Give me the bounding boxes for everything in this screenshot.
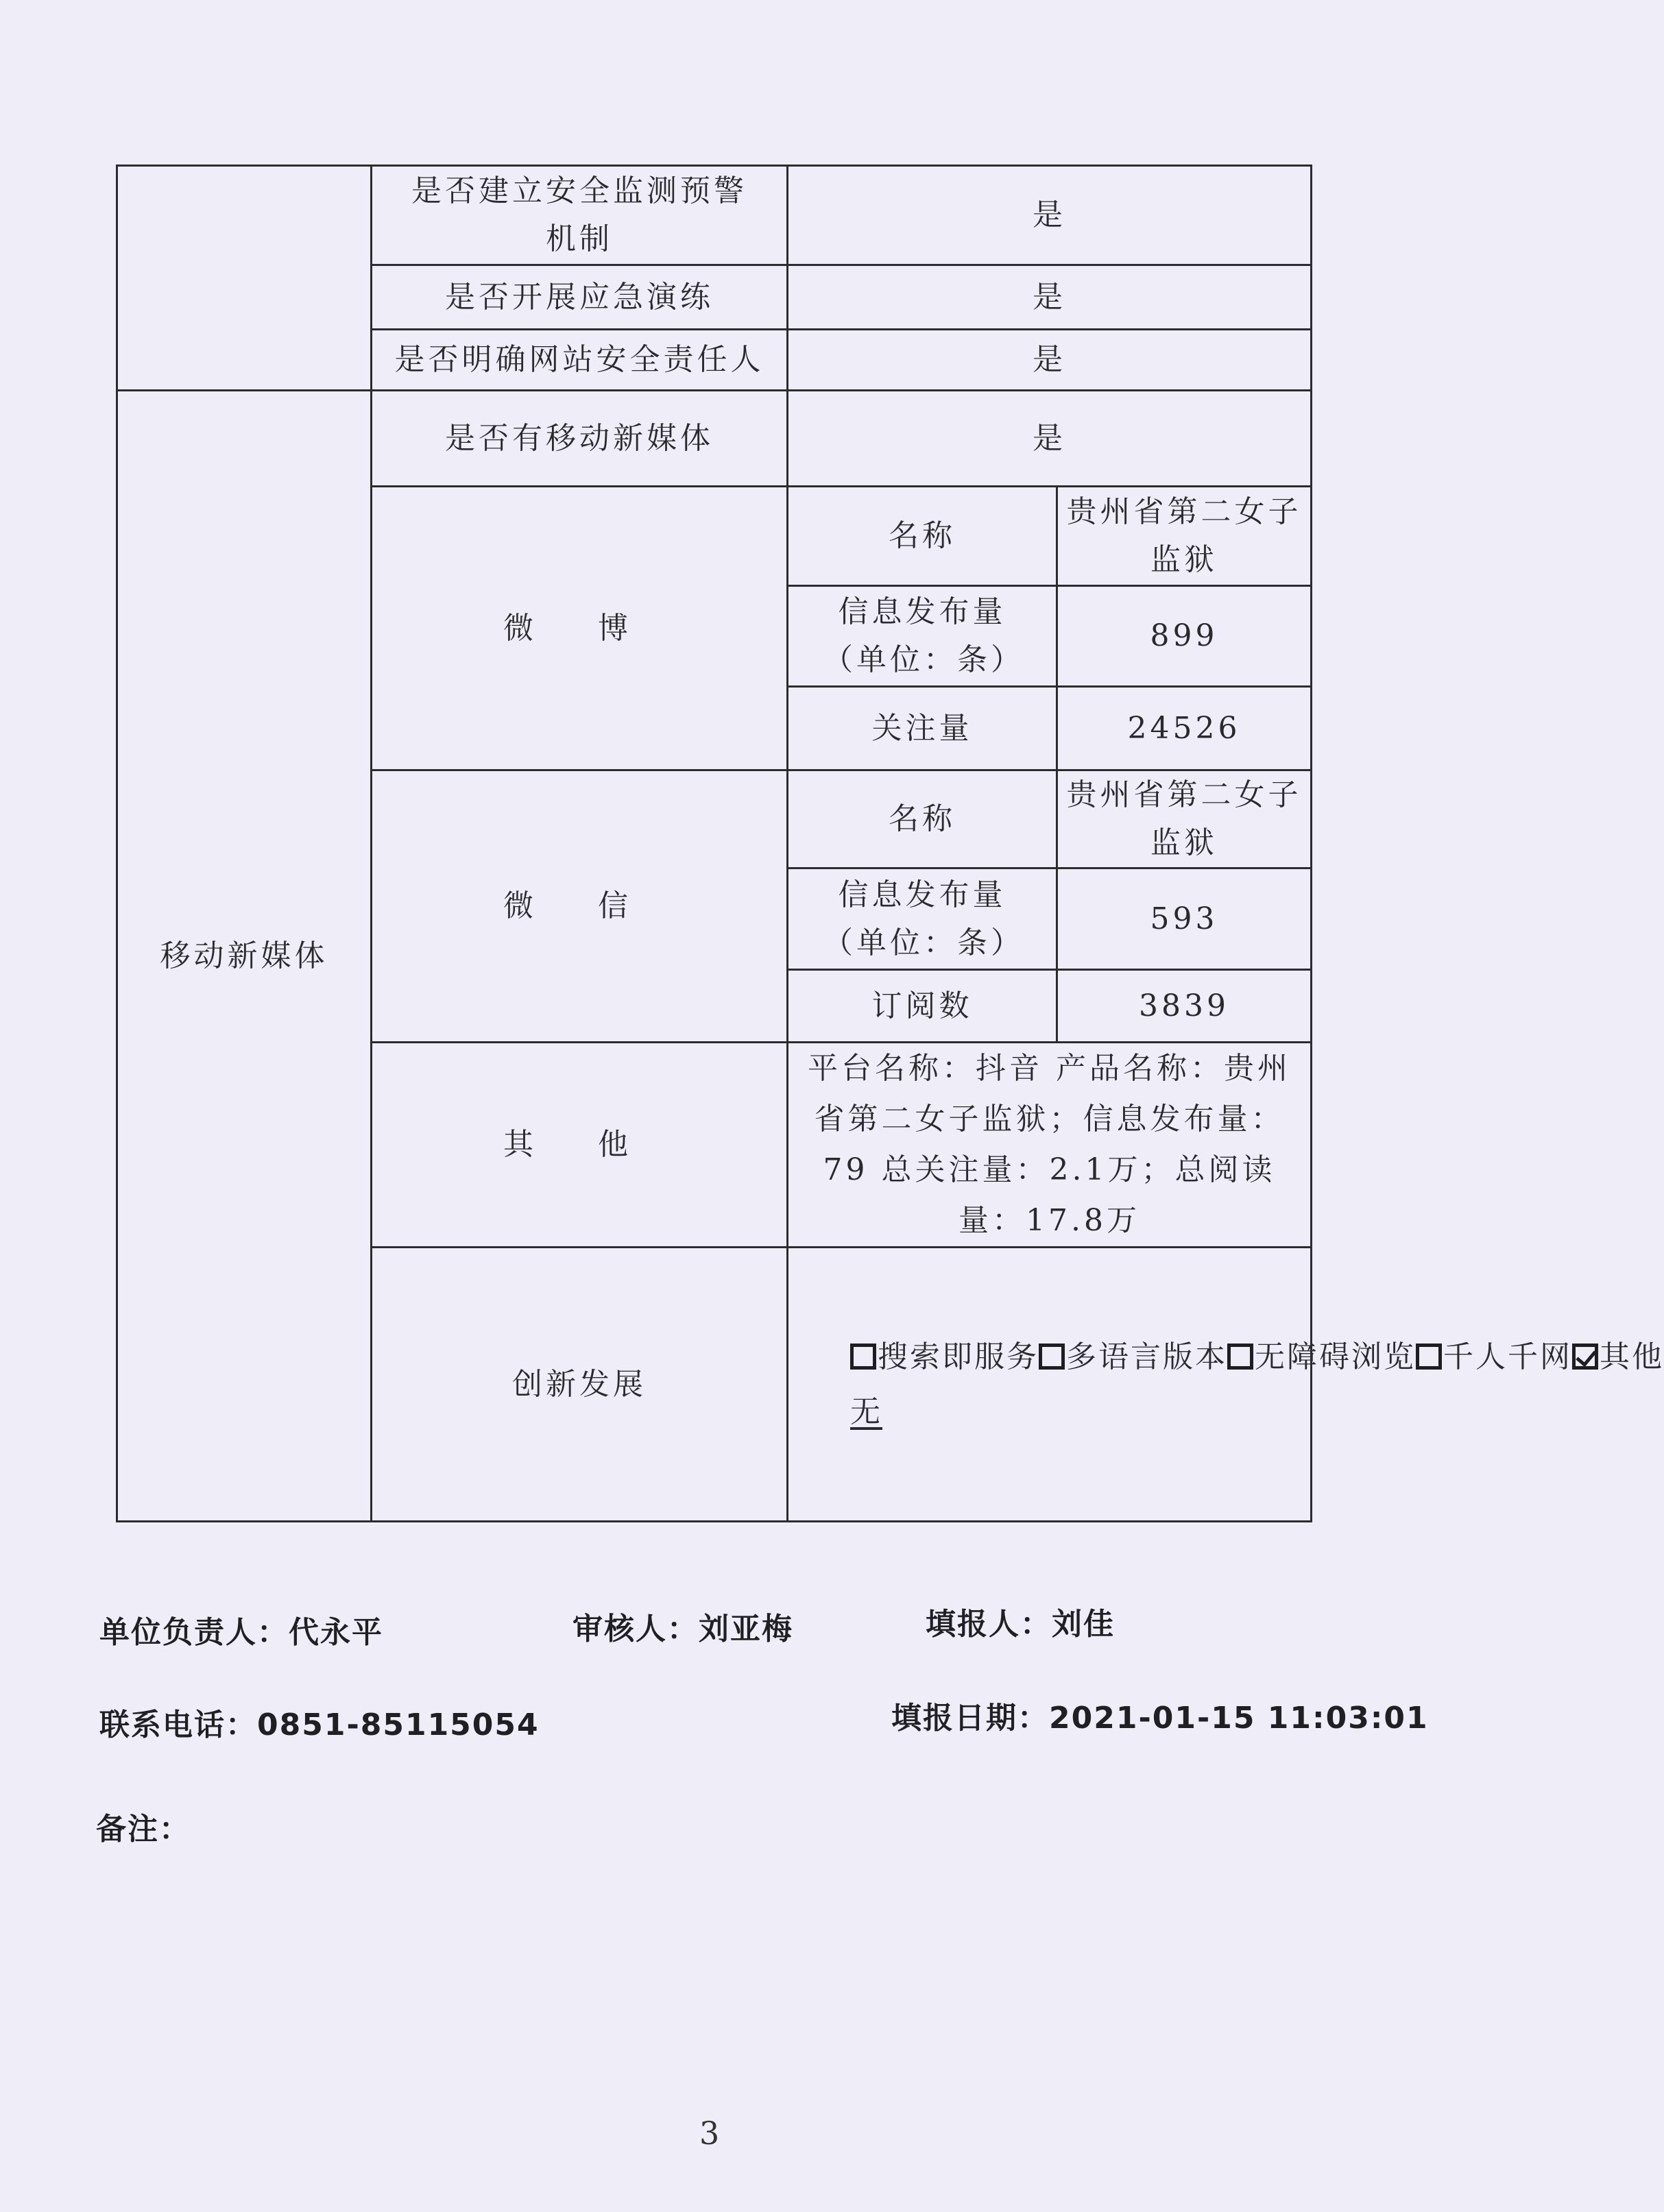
report-table <box>116 165 1664 1522</box>
weibo-followers-label: 关注量 <box>788 687 1057 770</box>
other-label: 其 他 <box>372 1043 788 1248</box>
monitoring-label: 是否建立安全监测预警机制 <box>372 166 788 265</box>
checkbox-label: 无障碍浏览 <box>1255 1339 1416 1374</box>
innovation-checkbox-list <box>850 1330 1664 1385</box>
checkbox-label: 千人千网 <box>1443 1339 1572 1374</box>
checkbox[interactable] <box>850 1344 876 1370</box>
responsible-value: 是 <box>788 330 1312 391</box>
wechat-name-label: 名称 <box>788 770 1057 868</box>
mobile-section-label: 移动新媒体 <box>117 391 372 1522</box>
innovation-other-value: 无 <box>850 1394 882 1429</box>
wechat-label: 微 信 <box>372 770 788 1043</box>
fill-date: 填报日期：2021-01-15 11:03:01 <box>891 1701 1429 1736</box>
filler: 填报人：刘佳 <box>926 1607 1115 1642</box>
has-mobile-label: 是否有移动新媒体 <box>372 391 788 487</box>
weibo-followers-value: 24526 <box>1057 687 1312 770</box>
weibo-name-label: 名称 <box>788 487 1057 586</box>
contact-phone: 联系电话：0851-85115054 <box>99 1707 540 1742</box>
weibo-posts-label: 信息发布量（单位：条） <box>788 586 1057 687</box>
innovation-options <box>788 1248 1664 1522</box>
table-row <box>117 391 1312 487</box>
reviewer: 审核人：刘亚梅 <box>572 1612 793 1646</box>
remarks: 备注： <box>96 1812 191 1847</box>
wechat-subscribers-value: 3839 <box>1057 970 1312 1043</box>
wechat-name-value: 贵州省第二女子监狱 <box>1057 770 1312 868</box>
checkbox[interactable] <box>1416 1344 1442 1370</box>
blank-section-cell <box>117 166 372 391</box>
checkbox-label: 搜索即服务 <box>878 1339 1039 1374</box>
weibo-name-value: 贵州省第二女子监狱 <box>1057 487 1312 586</box>
page-number: 3 <box>699 2115 720 2152</box>
checkbox[interactable] <box>1039 1344 1065 1370</box>
wechat-posts-value: 593 <box>1057 868 1312 970</box>
checkbox-checked[interactable] <box>1572 1344 1598 1370</box>
checkbox[interactable] <box>1227 1344 1253 1370</box>
drill-value: 是 <box>788 265 1312 330</box>
checkbox-label: 其他 <box>1600 1339 1664 1374</box>
has-mobile-value: 是 <box>788 391 1312 487</box>
responsible-label: 是否明确网站安全责任人 <box>372 330 788 391</box>
wechat-posts-label: 信息发布量（单位：条） <box>788 868 1057 970</box>
table-row <box>117 166 1312 265</box>
wechat-subscribers-label: 订阅数 <box>788 970 1057 1043</box>
innovation-label: 创新发展 <box>372 1248 788 1522</box>
monitoring-value: 是 <box>788 166 1312 265</box>
drill-label: 是否开展应急演练 <box>372 265 788 330</box>
other-platform-text: 平台名称：抖音 产品名称：贵州省第二女子监狱；信息发布量：79 总关注量：2.1万；总阅读量：17.8万 <box>788 1043 1312 1248</box>
weibo-posts-value: 899 <box>1057 586 1312 687</box>
checkbox-label: 多语言版本 <box>1066 1339 1227 1374</box>
weibo-label: 微 博 <box>372 487 788 770</box>
unit-head: 单位负责人：代永平 <box>99 1615 383 1650</box>
